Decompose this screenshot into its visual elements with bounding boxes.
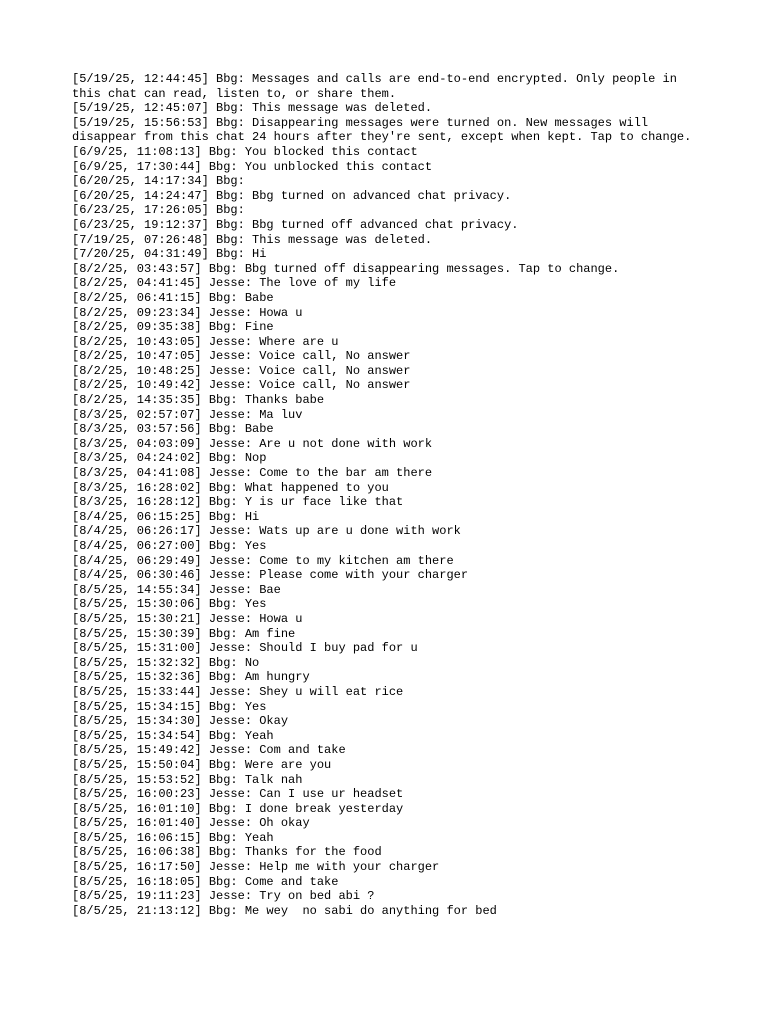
- chat-line: [8/3/25, 16:28:02] Bbg: What happened to you: [72, 480, 389, 495]
- chat-line: [8/2/25, 04:41:45] Jesse: The love of my life: [72, 276, 397, 291]
- chat-line: [8/2/25, 10:49:42] Jesse: Voice call, No answer: [72, 378, 411, 393]
- chat-line: [8/5/25, 15:33:44] Jesse: Shey u will eat rice: [72, 684, 404, 699]
- chat-line: [8/2/25, 09:23:34] Jesse: Howa u: [72, 305, 303, 320]
- chat-line: [6/9/25, 11:08:13] Bbg: You blocked this contact: [72, 144, 418, 159]
- chat-line: [8/5/25, 15:34:54] Bbg: Yeah: [72, 728, 274, 743]
- chat-line: [8/5/25, 15:30:21] Jesse: Howa u: [72, 611, 303, 626]
- chat-line: [8/2/25, 03:43:57] Bbg: Bbg turned off disappearing messages. Tap to change.: [72, 261, 620, 276]
- chat-line: [8/5/25, 16:18:05] Bbg: Come and take: [72, 874, 339, 889]
- chat-line: [8/5/25, 16:01:40] Jesse: Oh okay: [72, 816, 310, 831]
- chat-line: [8/2/25, 10:47:05] Jesse: Voice call, No answer: [72, 349, 411, 364]
- chat-line: [8/3/25, 04:41:08] Jesse: Come to the bar am there: [72, 466, 433, 481]
- chat-line: [8/4/25, 06:29:49] Jesse: Come to my kitchen am there: [72, 553, 454, 568]
- chat-line: [5/19/25, 15:56:53] Bbg: Disappearing messages were turned on. New messages will disappear from this chat 24 hours after they're sent, except when kept. Tap to change.: [72, 115, 692, 145]
- chat-line: [8/4/25, 06:27:00] Bbg: Yes: [72, 539, 267, 553]
- chat-line: [8/5/25, 14:55:34] Jesse: Bae: [72, 582, 281, 597]
- chat-line: [8/4/25, 06:15:25] Bbg: Hi: [72, 509, 260, 524]
- chat-line: [7/19/25, 07:26:48] Bbg: This message was deleted.: [72, 232, 433, 247]
- chat-line: [8/3/25, 03:57:56] Bbg: Babe: [72, 422, 274, 437]
- chat-line: [8/5/25, 15:31:00] Jesse: Should I buy pad for u: [72, 641, 418, 656]
- chat-line: [6/20/25, 14:17:34] Bbg:: [72, 174, 245, 189]
- chat-line: [8/5/25, 15:49:42] Jesse: Com and take: [72, 743, 346, 758]
- chat-line: [5/19/25, 12:44:45] Bbg: Messages and calls are end-to-end encrypted. Only people in this chat can read, listen to, or share them.: [72, 72, 685, 101]
- chat-line: [8/5/25, 15:34:15] Bbg: Yes: [72, 699, 267, 714]
- chat-line: [8/2/25, 09:35:38] Bbg: Fine: [72, 320, 274, 335]
- chat-line: [8/5/25, 15:34:30] Jesse: Okay: [72, 714, 289, 729]
- chat-line: [8/2/25, 14:35:35] Bbg: Thanks babe: [72, 393, 325, 408]
- chat-line: [8/5/25, 16:06:38] Bbg: Thanks for the food: [72, 845, 382, 860]
- chat-line: [8/5/25, 16:17:50] Jesse: Help me with your charger: [72, 860, 440, 875]
- chat-line: [8/5/25, 15:30:06] Bbg: Yes: [72, 597, 267, 612]
- chat-line: [8/2/25, 10:43:05] Jesse: Where are u: [72, 334, 339, 349]
- chat-line: [8/4/25, 06:30:46] Jesse: Please come with your charger: [72, 568, 469, 583]
- chat-line: [8/5/25, 16:00:23] Jesse: Can I use ur headset: [72, 787, 404, 802]
- chat-line: [8/4/25, 06:26:17] Jesse: Wats up are u done with work: [72, 524, 461, 539]
- chat-line: [6/9/25, 17:30:44] Bbg: You unblocked this contact: [72, 159, 433, 174]
- chat-line: [6/23/25, 17:26:05] Bbg:: [72, 203, 245, 218]
- chat-line: [8/5/25, 15:32:32] Bbg: No: [72, 655, 260, 670]
- chat-line: [5/19/25, 12:45:07] Bbg: This message was deleted.: [72, 101, 433, 116]
- chat-line: [8/5/25, 15:53:52] Bbg: Talk nah: [72, 772, 303, 787]
- chat-line: [8/3/25, 04:24:02] Bbg: Nop: [72, 451, 267, 466]
- chat-transcript: [72, 72, 696, 918]
- chat-line: [6/20/25, 14:24:47] Bbg: Bbg turned on advanced chat privacy.: [72, 188, 512, 203]
- chat-line: [8/3/25, 16:28:12] Bbg: Y is ur face like that: [72, 495, 404, 510]
- chat-line: [7/20/25, 04:31:49] Bbg: Hi: [72, 247, 267, 262]
- chat-line: [8/5/25, 15:32:36] Bbg: Am hungry: [72, 670, 310, 685]
- chat-line: [8/2/25, 06:41:15] Bbg: Babe: [72, 290, 274, 305]
- chat-line: [8/5/25, 16:01:10] Bbg: I done break yesterday: [72, 801, 404, 816]
- chat-line: [8/5/25, 15:30:39] Bbg: Am fine: [72, 626, 296, 641]
- chat-line: [8/2/25, 10:48:25] Jesse: Voice call, No answer: [72, 363, 411, 378]
- chat-line: [8/5/25, 15:50:04] Bbg: Were are you: [72, 757, 332, 772]
- chat-line: [8/3/25, 02:57:07] Jesse: Ma luv: [72, 407, 303, 422]
- chat-line: [6/23/25, 19:12:37] Bbg: Bbg turned off advanced chat privacy.: [72, 217, 519, 232]
- chat-line: [8/5/25, 21:13:12] Bbg: Me wey no sabi do anything for bed: [72, 903, 497, 918]
- chat-line: [8/5/25, 16:06:15] Bbg: Yeah: [72, 830, 274, 845]
- chat-line: [8/5/25, 19:11:23] Jesse: Try on bed abi ?: [72, 889, 375, 904]
- chat-line: [8/3/25, 04:03:09] Jesse: Are u not done with work: [72, 436, 433, 451]
